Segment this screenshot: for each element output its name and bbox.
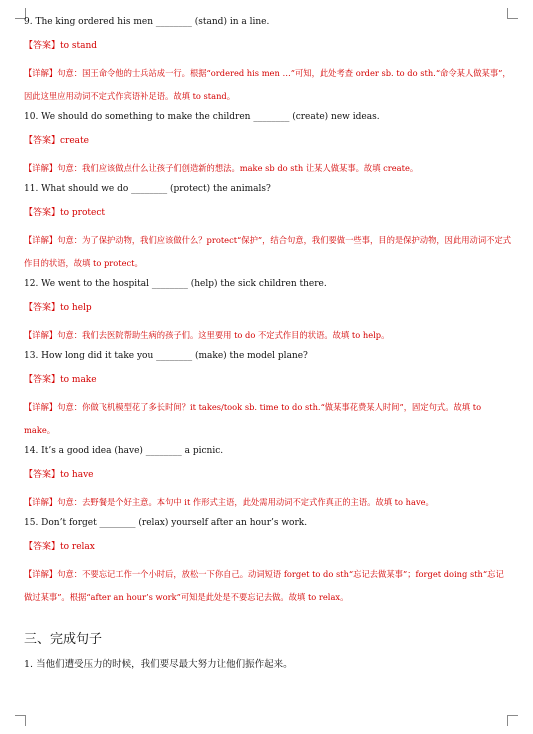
- answer-line: [24, 205, 512, 222]
- answer-line: [24, 372, 512, 389]
- explanation-text: 句意：我们应该做点什么让孩子们创造新的想法。make sb do sth 让某人做某事。故填 create。: [57, 163, 419, 173]
- exercise-item-14: [24, 443, 512, 514]
- explanation-label: 【详解】: [24, 569, 58, 579]
- explanation-line: [24, 62, 512, 108]
- explanation-text: 句意：去野餐是个好主意。本句中 it 作形式主语，此处需用动词不定式作真正的主语。故填 to have。: [57, 497, 434, 507]
- document-body: [24, 14, 512, 673]
- page-corner-mark-bottom-right: [507, 715, 518, 726]
- answer-line: [24, 300, 512, 317]
- explanation-text: 句意：不要忘记工作一个小时后，放松一下你自己。动词短语 forget to do sth“忘记去做某事”；forget doing sth“忘记做过某事”。根据“after an hour’s work”可知是此处是不要忘记去做。故填 to relax。: [24, 569, 504, 602]
- exercise-item-15: [24, 515, 512, 609]
- answer-label: 【答案】: [24, 542, 61, 552]
- explanation-label: 【详解】: [24, 163, 58, 173]
- explanation-line: [24, 229, 512, 275]
- question-text: 15. Don’t forget ________ (relax) yourself after an hour’s work.: [24, 518, 308, 528]
- answer-label: 【答案】: [24, 41, 61, 51]
- answer-line: [24, 133, 512, 150]
- answer-value: to protect: [60, 208, 105, 218]
- explanation-text: 句意：国王命令他的士兵站成一行。根据“ordered his men …”可知，此处考查 order sb. to do sth.“命令某人做某事”，因此这里应用动词不定式作宾语补足语。故填 to stand。: [24, 68, 511, 101]
- answer-label: 【答案】: [24, 208, 61, 218]
- answer-value: to have: [60, 470, 94, 480]
- explanation-line: [24, 563, 512, 609]
- question-text: 9. The king ordered his men ________ (stand) in a line.: [24, 17, 270, 27]
- explanation-text: 句意：为了保护动物，我们应该做什么？protect“保护”，结合句意，我们要做一些事，目的是保护动物，因此用动词不定式作目的状语，故填 to protect。: [24, 235, 512, 268]
- exercise-item-12: [24, 276, 512, 347]
- answer-value: to help: [60, 303, 92, 313]
- explanation-label: 【详解】: [24, 402, 58, 412]
- section-heading: 三、完成句子: [24, 632, 103, 647]
- answer-value: to relax: [60, 542, 95, 552]
- explanation-line: [24, 491, 512, 514]
- exercise-item-11: [24, 181, 512, 275]
- exercise-item-10: [24, 109, 512, 180]
- explanation-line: [24, 324, 512, 347]
- answer-label: 【答案】: [24, 470, 61, 480]
- question-text: 10. We should do something to make the children ________ (create) new ideas.: [24, 112, 380, 122]
- answer-label: 【答案】: [24, 136, 61, 146]
- task-sentence-1: 1. 当他们遭受压力的时候，我们要尽最大努力让他们振作起来。: [24, 659, 293, 670]
- question-text: 13. How long did it take you ________ (make) the model plane?: [24, 351, 308, 361]
- explanation-label: 【详解】: [24, 330, 58, 340]
- answer-line: [24, 38, 512, 55]
- answer-label: 【答案】: [24, 303, 61, 313]
- explanation-text: 句意：你做飞机模型花了多长时间？it takes/took sb. time to do sth.“做某事花费某人时间”，固定句式。故填 to make。: [24, 402, 482, 435]
- answer-value: to stand: [60, 41, 98, 51]
- answer-line: [24, 467, 512, 484]
- exercise-item-13: [24, 348, 512, 442]
- explanation-label: 【详解】: [24, 235, 58, 245]
- answer-label: 【答案】: [24, 375, 61, 385]
- exercise-item-9: [24, 14, 512, 108]
- explanation-text: 句意：我们去医院帮助生病的孩子们。这里要用 to do 不定式作目的状语。故填 to help。: [57, 330, 390, 340]
- page-corner-mark-bottom-left: [15, 715, 26, 726]
- explanation-line: [24, 157, 512, 180]
- question-text: 14. It’s a good idea (have) ________ a picnic.: [24, 446, 224, 456]
- question-text: 11. What should we do ________ (protect) the animals?: [24, 184, 271, 194]
- answer-line: [24, 539, 512, 556]
- question-text: 12. We went to the hospital ________ (help) the sick children there.: [24, 279, 327, 289]
- answer-value: to make: [60, 375, 97, 385]
- explanation-line: [24, 396, 512, 442]
- explanation-label: 【详解】: [24, 68, 58, 78]
- explanation-label: 【详解】: [24, 497, 58, 507]
- answer-value: create: [60, 136, 89, 146]
